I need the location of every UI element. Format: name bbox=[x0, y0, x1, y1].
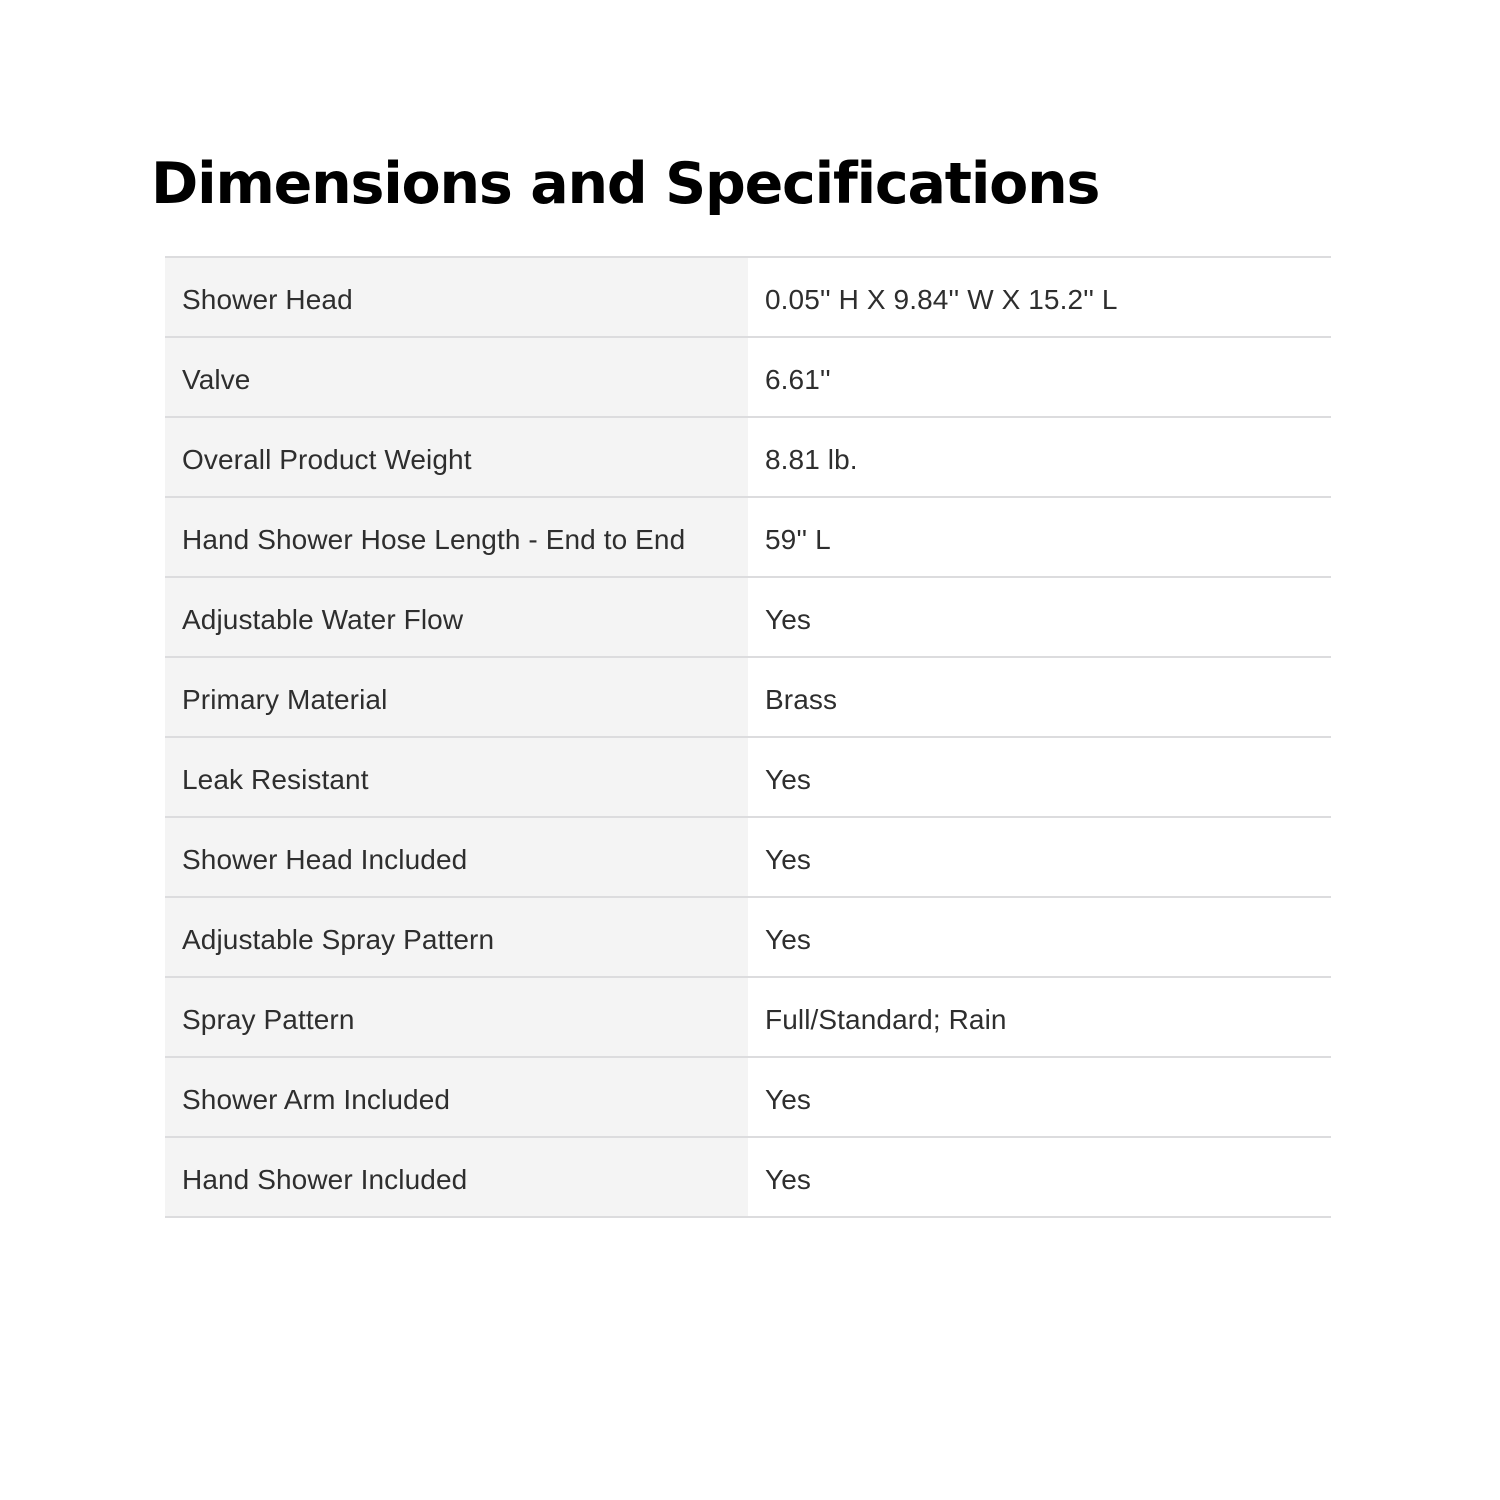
spec-value: Brass bbox=[748, 657, 1331, 737]
spec-value: 8.81 lb. bbox=[748, 417, 1331, 497]
spec-row-adjustable-water-flow bbox=[165, 577, 1331, 657]
page-title: Dimensions and Specifications bbox=[151, 151, 1100, 217]
spec-row-spray-pattern bbox=[165, 977, 1331, 1057]
spec-row-shower-arm-included bbox=[165, 1057, 1331, 1137]
spec-value: 59'' L bbox=[748, 497, 1331, 577]
spec-label: Overall Product Weight bbox=[165, 417, 748, 497]
spec-label: Shower Head bbox=[165, 257, 748, 337]
spec-label: Adjustable Water Flow bbox=[165, 577, 748, 657]
spec-row-valve bbox=[165, 337, 1331, 417]
spec-label: Primary Material bbox=[165, 657, 748, 737]
spec-value: Yes bbox=[748, 897, 1331, 977]
spec-label: Valve bbox=[165, 337, 748, 417]
spec-label: Shower Arm Included bbox=[165, 1057, 748, 1137]
spec-row-leak-resistant bbox=[165, 737, 1331, 817]
spec-row-hand-shower-hose-length bbox=[165, 497, 1331, 577]
spec-value: Yes bbox=[748, 737, 1331, 817]
spec-label: Adjustable Spray Pattern bbox=[165, 897, 748, 977]
spec-row-adjustable-spray-pattern bbox=[165, 897, 1331, 977]
spec-label: Hand Shower Included bbox=[165, 1137, 748, 1217]
spec-row-primary-material bbox=[165, 657, 1331, 737]
spec-value: Yes bbox=[748, 817, 1331, 897]
spec-value: Full/Standard; Rain bbox=[748, 977, 1331, 1057]
spec-label: Leak Resistant bbox=[165, 737, 748, 817]
spec-value: 6.61'' bbox=[748, 337, 1331, 417]
spec-value: 0.05'' H X 9.84'' W X 15.2'' L bbox=[748, 257, 1331, 337]
spec-label: Shower Head Included bbox=[165, 817, 748, 897]
spec-value: Yes bbox=[748, 1057, 1331, 1137]
spec-row-shower-head bbox=[165, 257, 1331, 337]
spec-row-shower-head-included bbox=[165, 817, 1331, 897]
specifications-table bbox=[165, 256, 1331, 1218]
spec-row-hand-shower-included bbox=[165, 1137, 1331, 1217]
spec-row-overall-product-weight bbox=[165, 417, 1331, 497]
spec-label: Spray Pattern bbox=[165, 977, 748, 1057]
spec-label: Hand Shower Hose Length - End to End bbox=[165, 497, 748, 577]
spec-value: Yes bbox=[748, 1137, 1331, 1217]
spec-value: Yes bbox=[748, 577, 1331, 657]
